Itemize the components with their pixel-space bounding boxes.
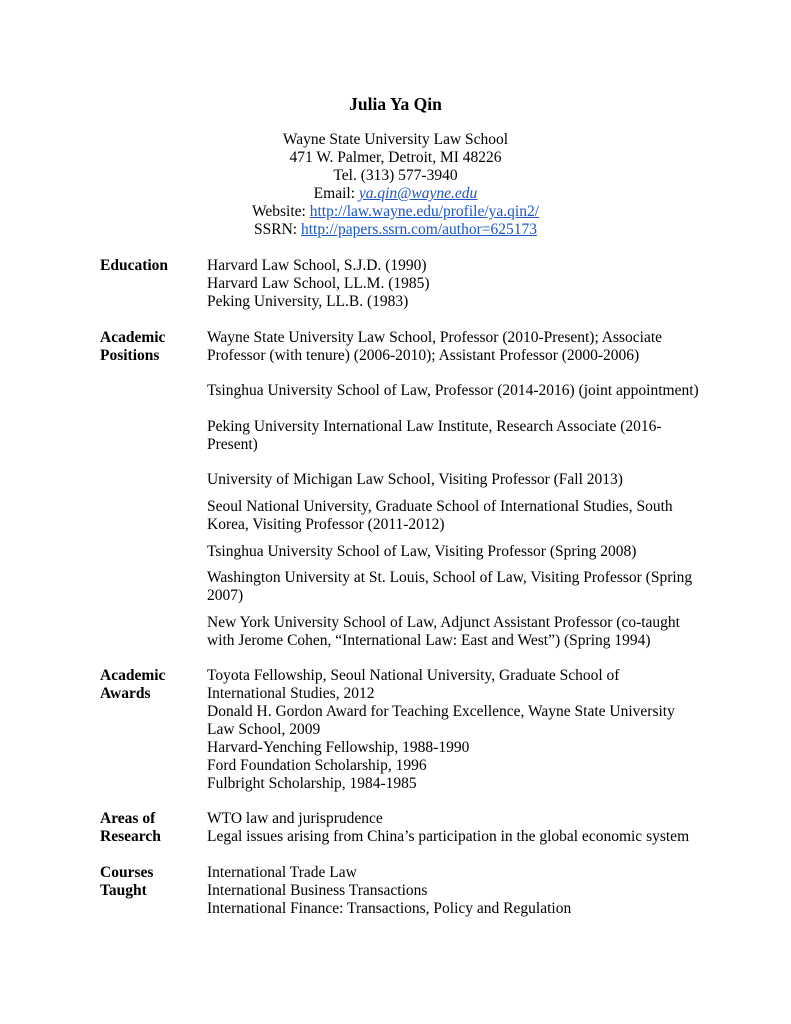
- list-item: Harvard Law School, LL.M. (1985): [207, 275, 430, 292]
- list-item: Law School, 2009: [207, 721, 321, 738]
- list-item: University of Michigan Law School, Visiting Professor (Fall 2013): [207, 471, 623, 488]
- list-item: Donald H. Gordon Award for Teaching Excellence, Wayne State University: [207, 703, 675, 720]
- email-link[interactable]: ya.qin@wayne.edu: [358, 185, 478, 202]
- list-item: Ford Foundation Scholarship, 1996: [207, 757, 427, 774]
- list-item: Peking University International Law Institute, Research Associate (2016- Present): [207, 418, 662, 453]
- list-item: Seoul National University, Graduate School of International Studies, South Korea, Visiting Professor (2011-2012): [207, 498, 673, 533]
- email-label: Email:: [313, 185, 355, 202]
- list-item: Washington University at St. Louis, School of Law, Visiting Professor (Spring 2007): [207, 569, 693, 604]
- website-line: [0, 203, 791, 221]
- positions-heading: Academic Positions: [100, 329, 166, 364]
- list-item: Fulbright Scholarship, 1984-1985: [207, 775, 417, 792]
- list-item: Peking University, LL.B. (1983): [207, 293, 409, 310]
- list-item: WTO law and jurisprudence: [207, 810, 383, 827]
- list-item: International Studies, 2012: [207, 685, 375, 702]
- email-line: [0, 185, 791, 203]
- telephone: Tel. (313) 577-3940: [333, 167, 458, 184]
- list-item: International Finance: Transactions, Policy and Regulation: [207, 900, 572, 917]
- website-link[interactable]: http://law.wayne.edu/profile/ya.qin2/: [309, 203, 540, 220]
- cv-header: [0, 93, 791, 239]
- education-list: [207, 257, 712, 311]
- list-item: International Business Transactions: [207, 882, 428, 899]
- list-item: Harvard-Yenching Fellowship, 1988-1990: [207, 739, 470, 756]
- cv-name: Julia Ya Qin: [349, 94, 442, 114]
- research-list: [207, 810, 712, 846]
- list-item: International Trade Law: [207, 864, 357, 881]
- list-item: Tsinghua University School of Law, Visiting Professor (Spring 2008): [207, 543, 637, 560]
- courses-list: [207, 864, 712, 918]
- education-heading: Education: [100, 257, 169, 274]
- ssrn-label: SSRN:: [253, 221, 298, 238]
- website-label: Website:: [251, 203, 306, 220]
- list-item: Legal issues arising from China’s participation in the global economic system: [207, 828, 690, 845]
- list-item: Wayne State University Law School, Professor (2010-Present); Associate Professor (with tenure) (2006-2010); Assistant Professor (2000-2006): [207, 329, 663, 364]
- ssrn-link[interactable]: http://papers.ssrn.com/author=625173: [300, 221, 537, 238]
- awards-heading: Academic Awards: [100, 667, 166, 702]
- awards-list: [207, 667, 712, 793]
- address: 471 W. Palmer, Detroit, MI 48226: [289, 149, 502, 166]
- ssrn-line: [0, 221, 791, 239]
- courses-heading: Courses Taught: [100, 864, 154, 899]
- institution: Wayne State University Law School: [282, 131, 509, 148]
- research-heading: Areas of Research: [100, 810, 161, 845]
- list-item: New York University School of Law, Adjunct Assistant Professor (co-taught with Jerome Cohen, “International Law: East and West”) (Spring 1994): [207, 614, 680, 649]
- list-item: Toyota Fellowship, Seoul National University, Graduate School of: [207, 667, 620, 684]
- list-item: Harvard Law School, S.J.D. (1990): [207, 257, 427, 274]
- list-item: Tsinghua University School of Law, Professor (2014-2016) (joint appointment): [207, 382, 699, 399]
